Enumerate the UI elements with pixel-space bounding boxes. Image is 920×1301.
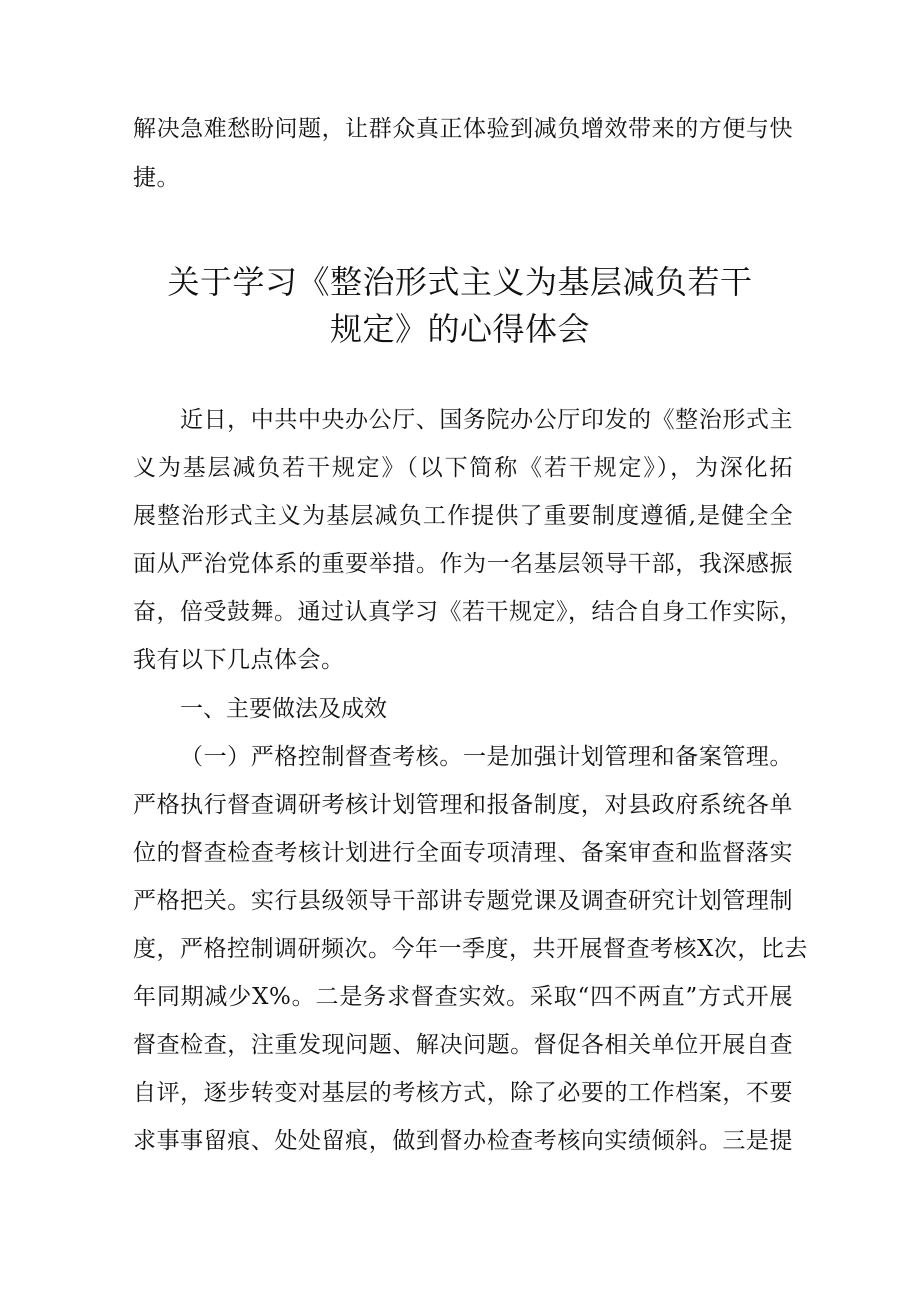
section-line-7: 督查检查，注重发现问题、解决问题。督促各相关单位开展自查 [133, 1032, 793, 1058]
fragment-line-2: 捷。 [133, 165, 180, 191]
intro-line-6: 我有以下几点体会。 [133, 647, 345, 673]
section-heading: 一、主要做法及成效 [180, 696, 387, 722]
intro-line-2: 义为基层减负若干规定》（以下简称《若干规定》），为深化拓 [133, 455, 793, 481]
fragment-line-1: 解决急难愁盼问题，让群众真正体验到减负增效带来的方便与快 [133, 116, 793, 142]
intro-line-5: 奋，倍受鼓舞。通过认真学习《若干规定》，结合自身工作实际， [133, 599, 803, 625]
section-line-5: 度，严格控制调研频次。今年一季度，共开展督查考核X次，比去 [133, 936, 808, 962]
article-title-line-2: 规定》的心得体会 [329, 310, 590, 348]
section-line-6: 年同期减少X%。二是务求督查实效。采取“四不两直”方式开展 [133, 984, 793, 1010]
section-line-2: 严格执行督查调研考核计划管理和报备制度，对县政府系统各单 [133, 792, 793, 818]
section-line-4: 严格把关。实行县级领导干部讲专题党课及调查研究计划管理制 [133, 888, 793, 914]
section-line-9: 求事事留痕、处处留痕，做到督办检查考核向实绩倾斜。三是提 [133, 1128, 793, 1154]
article-title-line-1: 关于学习《整治形式主义为基层减负若干 [167, 263, 753, 301]
section-line-1: （一）严格控制督查考核。一是加强计划管理和备案管理。 [180, 744, 793, 770]
section-line-3: 位的督查检查考核计划进行全面专项清理、备案审查和监督落实 [133, 840, 793, 866]
intro-line-4: 面从严治党体系的重要举措。作为一名基层领导干部，我深感振 [133, 551, 793, 577]
intro-line-1: 近日，中共中央办公厅、国务院办公厅印发的《整治形式主 [180, 407, 793, 433]
intro-line-3: 展整治形式主义为基层减负工作提供了重要制度遵循,是健全全 [133, 503, 793, 529]
section-line-8: 自评，逐步转变对基层的考核方式，除了必要的工作档案，不要 [133, 1080, 793, 1106]
